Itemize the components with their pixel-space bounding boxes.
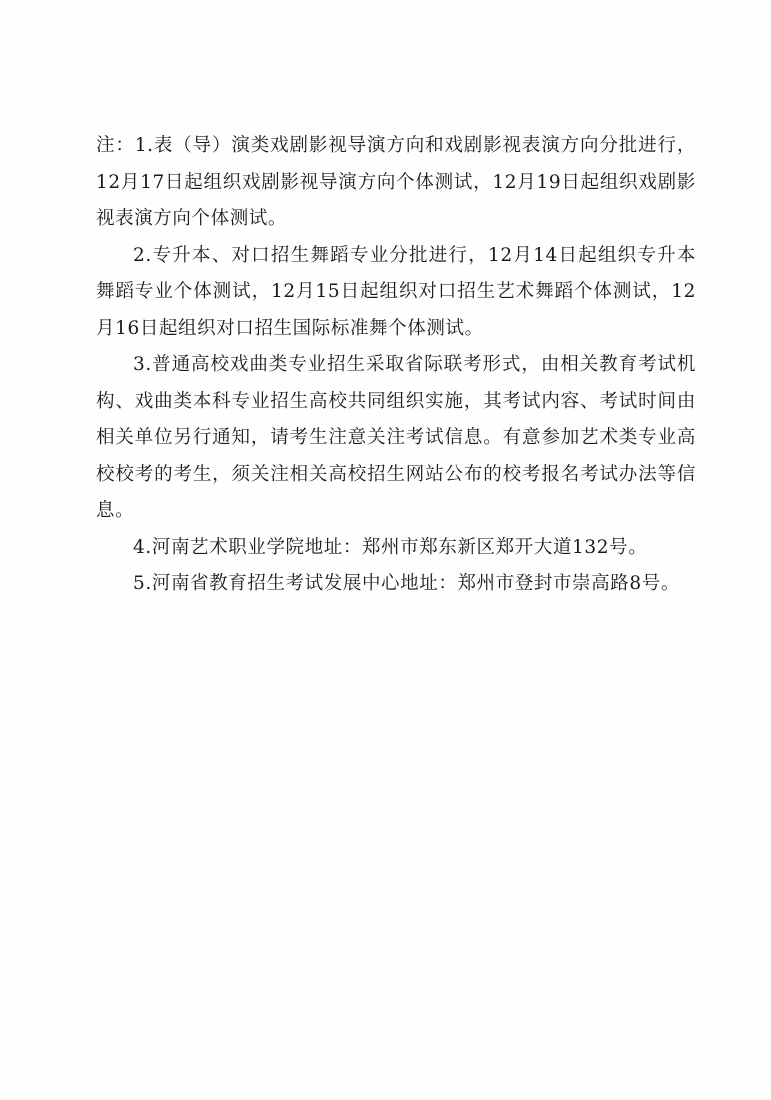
note-paragraph-1: 注：1.表（导）演类戏剧影视导演方向和戏剧影视表演方向分批进行，12月17日起组织戏剧影视导演方向个体测试，12月19日起组织戏剧影视表演方向个体测试。 — [96, 135, 696, 229]
notes-section — [96, 128, 696, 603]
note-paragraph-5: 5.河南省教育招生考试发展中心地址：郑州市登封市崇高路8号。 — [133, 573, 680, 594]
note-paragraph-4: 4.河南艺术职业学院地址：郑州市郑东新区郑开大道132号。 — [133, 536, 648, 558]
note-paragraph-3: 3.普通高校戏曲类专业招生采取省际联考形式，由相关教育考试机构、戏曲类本科专业招生高校共同组织实施，其考试内容、考试时间由相关单位另行通知，请考生注意关注考试信息。有意参加艺术类专业高校校考的考生，须关注相关高校招生网站公布的校考报名考试办法等信息。 — [96, 354, 696, 521]
note-paragraph-2: 2.专升本、对口招生舞蹈专业分批进行，12月14日起组织专升本舞蹈专业个体测试，12月15日起组织对口招生艺术舞蹈个体测试，12月16日起组织对口招生国际标准舞个体测试。 — [96, 244, 696, 339]
